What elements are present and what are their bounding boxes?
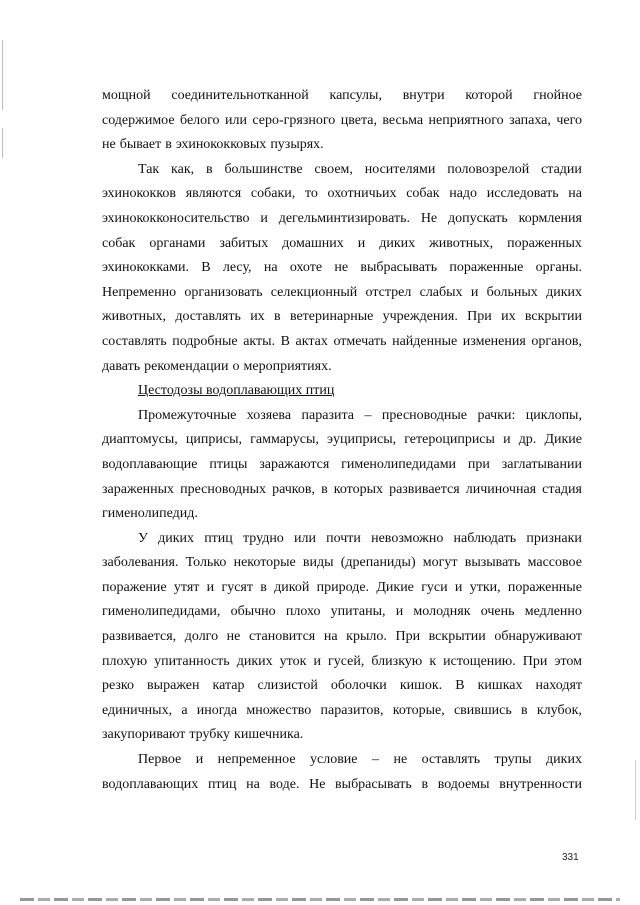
text-line: закупоривают трубку кишечника. (102, 727, 304, 743)
text-line: развивается, долго не становится на крыло. При вскрытии обнаруживают (102, 629, 582, 645)
text-line: водоплавающих птиц на воде. Не выбрасывать в водоемы внутренности (102, 776, 582, 792)
text-line: не бывает в эхинококковых пузырях. (102, 137, 324, 153)
text-line: эхинококками. В лесу, на охоте не выбрасывать пораженные органы. (102, 260, 582, 276)
text-line: животных, доставлять их в ветеринарные учреждения. При их вскрытии (102, 309, 582, 325)
text-line: зараженных пресноводных рачков, в которых развивается личиночная стадия (102, 481, 582, 497)
text-line: диаптомусы, циприсы, гаммарусы, эуциприсы, гетероциприсы и др. Дикие (102, 432, 582, 448)
scan-edge-mark (635, 760, 636, 820)
text-line: мощной соединительнотканной капсулы, внутри которой гнойное (102, 88, 582, 103)
text-line: резко выражен катар слизистой оболочки кишок. В кишках находят (102, 678, 582, 694)
text-line: Так как, в большинстве своем, носителями половозрелой стадии (138, 161, 582, 177)
text-line: давать рекомендации о мероприятиях. (102, 358, 332, 374)
scan-edge-mark (2, 40, 3, 110)
text-line: гименолипедидами, обычно плохо упитаны, и молодняк очень медленно (102, 604, 582, 620)
text-line: плохую упитанность диких уток и гусей, близкую к истощению. При этом (102, 653, 582, 669)
text-line: составлять подробные акты. В актах отмечать найденные изменения органов, (102, 333, 582, 349)
text-line: Первое и непременное условие – не оставлять трупы диких (138, 752, 582, 768)
text-line: водоплавающие птицы заражаются гименолипедидами при заглатывании (102, 456, 582, 472)
text-line: единичных, а иногда множество паразитов, которые, свившись в клубок, (102, 702, 582, 718)
text-line: содержимое белого или серо-грязного цвета, весьма неприятного запаха, чего (102, 112, 582, 128)
text-line: гименолипедид. (102, 506, 198, 522)
text-line: эхинококконосительство и дегельминтизировать. Не допускать кормления (102, 210, 582, 226)
body-text (102, 84, 582, 797)
section-heading-text: Цестодозы водоплавающих птиц (138, 383, 335, 399)
text-line: Промежуточные хозяева паразита – пресноводные рачки: циклопы, (138, 407, 582, 423)
section-heading (102, 379, 582, 404)
text-line: собак органами забитых домашних и диких животных, пораженных (102, 235, 582, 251)
text-line: заболевания. Только некоторые виды (дрепаниды) могут вызывать массовое (102, 555, 582, 571)
text-line: эхинококков являются собаки, то охотничьих собак надо исследовать на (102, 186, 582, 202)
scan-bottom-noise (20, 898, 620, 901)
text-line: Непременно организовать селекционный отстрел слабых и больных диких (102, 284, 582, 300)
text-line: У диких птиц трудно или почти невозможно наблюдать признаки (138, 530, 582, 546)
scan-edge-mark (2, 128, 3, 158)
page-number: 331 (562, 852, 579, 863)
text-line: поражение утят и гусят в дикой природе. Дикие гуси и утки, пораженные (102, 579, 582, 595)
